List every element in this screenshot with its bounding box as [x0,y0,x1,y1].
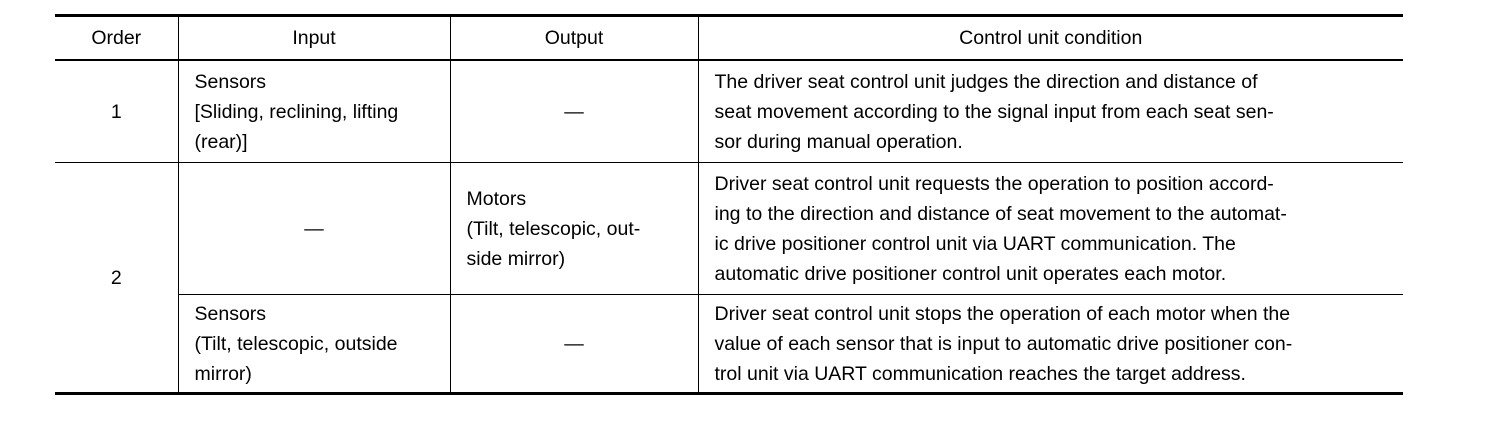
header-input: Input [178,16,450,61]
output-cell [450,163,698,295]
condition-line: trol unit via UART communication reaches the target address. [714,362,1246,385]
condition-line: Driver seat control unit stops the operation of each motor when the [714,302,1291,325]
header-order: Order [55,16,178,61]
output-line: (Tilt, telescopic, out- [466,217,641,240]
condition-cell [698,60,1403,163]
input-cell [178,295,450,394]
output-cell: — [450,295,698,394]
output-line: Motors [466,187,527,210]
condition-line: ic drive positioner control unit via UART communication. The [714,232,1236,255]
order-cell: 1 [55,60,178,163]
table-header-row [55,16,1403,61]
output-line: side mirror) [466,247,566,270]
condition-cell [698,163,1403,295]
control-sequence-table [55,14,1403,395]
header-output: Output [450,16,698,61]
table-row [55,60,1403,163]
table-row [55,295,1403,394]
input-cell: — [178,163,450,295]
order-cell: 2 [55,163,178,394]
condition-line: automatic drive positioner control unit operates each motor. [714,262,1227,285]
input-line: (rear)] [194,130,248,153]
table-row [55,163,1403,295]
condition-line: seat movement according to the signal input from each seat sen- [714,100,1274,123]
input-line: [Sliding, reclining, lifting [194,100,399,123]
condition-line: The driver seat control unit judges the direction and distance of [714,70,1258,93]
input-line: mirror) [194,362,252,385]
condition-cell [698,295,1403,394]
input-line: Sensors [194,70,267,93]
input-cell [178,60,450,163]
input-line: (Tilt, telescopic, outside [194,332,398,355]
input-line: Sensors [194,302,267,325]
header-control-unit-condition: Control unit condition [698,16,1403,61]
output-cell: — [450,60,698,163]
condition-line: sor during manual operation. [714,130,963,153]
condition-line: ing to the direction and distance of seat movement to the automat- [714,202,1287,225]
condition-line: value of each sensor that is input to automatic drive positioner con- [714,332,1293,355]
condition-line: Driver seat control unit requests the operation to position accord- [714,172,1274,195]
